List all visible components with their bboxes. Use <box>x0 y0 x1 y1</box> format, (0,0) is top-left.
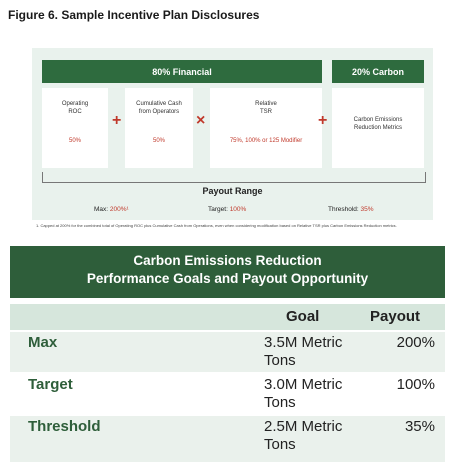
payout-threshold <box>328 206 374 213</box>
payout-max-label: Max: <box>94 206 109 213</box>
row-label: Target <box>28 376 73 393</box>
row-goal <box>264 334 384 370</box>
table-row <box>10 332 445 372</box>
table-header-row <box>10 304 445 330</box>
goal-line: 3.0M Metric <box>264 376 343 393</box>
payout-target-label: Target: <box>208 206 228 213</box>
goal-line: Tons <box>264 352 296 369</box>
cumulative-cash-box <box>125 88 193 168</box>
box-label: Operating <box>61 101 89 107</box>
row-label: Max <box>28 334 58 351</box>
payout-threshold-value: 35% <box>360 206 374 213</box>
carbon-metrics-box <box>332 88 424 168</box>
table-title <box>10 246 445 298</box>
goal-line: 3.5M Metric <box>264 334 343 351</box>
row-goal <box>264 376 384 412</box>
row-payout: 35% <box>404 418 435 435</box>
goal-column-header: Goal <box>286 308 320 325</box>
figure-title: Figure 6. Sample Incentive Plan Disclosures <box>8 8 260 22</box>
payout-bracket <box>42 172 426 183</box>
box-value: 50% <box>68 138 81 144</box>
footnote: 1. Capped at 200% for the combined total of Operating ROC plus Cumulative Cash from Operations, even when considering modification based on Relative TSR plus Carbon Emissions Reduction metrics. <box>36 223 397 228</box>
payout-range-title: Payout Range <box>202 186 263 196</box>
table-title-line: Performance Goals and Payout Opportunity <box>86 271 369 286</box>
payout-threshold-label: Threshold: <box>328 206 359 213</box>
box-label: Cumulative Cash <box>136 101 182 107</box>
incentive-plan-diagram <box>32 48 433 220</box>
goal-line: Tons <box>264 394 296 411</box>
payout-target <box>208 206 246 213</box>
plus-operator: + <box>318 112 328 129</box>
carbon-header: 20% Carbon <box>332 60 424 83</box>
relative-tsr-box <box>210 88 322 168</box>
row-payout: 100% <box>396 376 435 393</box>
table-row <box>10 416 445 462</box>
row-goal <box>264 418 384 454</box>
payout-column-header: Payout <box>370 308 421 325</box>
box-value: 75%, 100% or 125 Modifier <box>229 138 303 144</box>
payout-max-value: 200%¹ <box>109 206 129 213</box>
table-row <box>10 374 445 416</box>
plus-operator: + <box>112 112 122 129</box>
goal-line: Tons <box>264 436 296 453</box>
box-label: Relative <box>255 101 277 107</box>
box-label: from Operators <box>138 109 180 115</box>
payout-max <box>94 206 129 213</box>
operating-roc-box <box>42 88 108 168</box>
box-label: Reduction Metrics <box>353 125 403 131</box>
table-title-line: Carbon Emissions Reduction <box>133 253 322 268</box>
box-label: TSR <box>260 109 272 115</box>
box-value: 50% <box>152 138 165 144</box>
row-label: Threshold <box>28 418 101 435</box>
financial-header: 80% Financial <box>42 60 322 83</box>
box-label: ROC <box>68 109 82 115</box>
goal-line: 2.5M Metric <box>264 418 343 435</box>
payout-target-value: 100% <box>229 206 247 213</box>
multiply-operator: × <box>196 112 206 129</box>
row-payout: 200% <box>396 334 435 351</box>
box-label: Carbon Emissions <box>353 117 403 123</box>
